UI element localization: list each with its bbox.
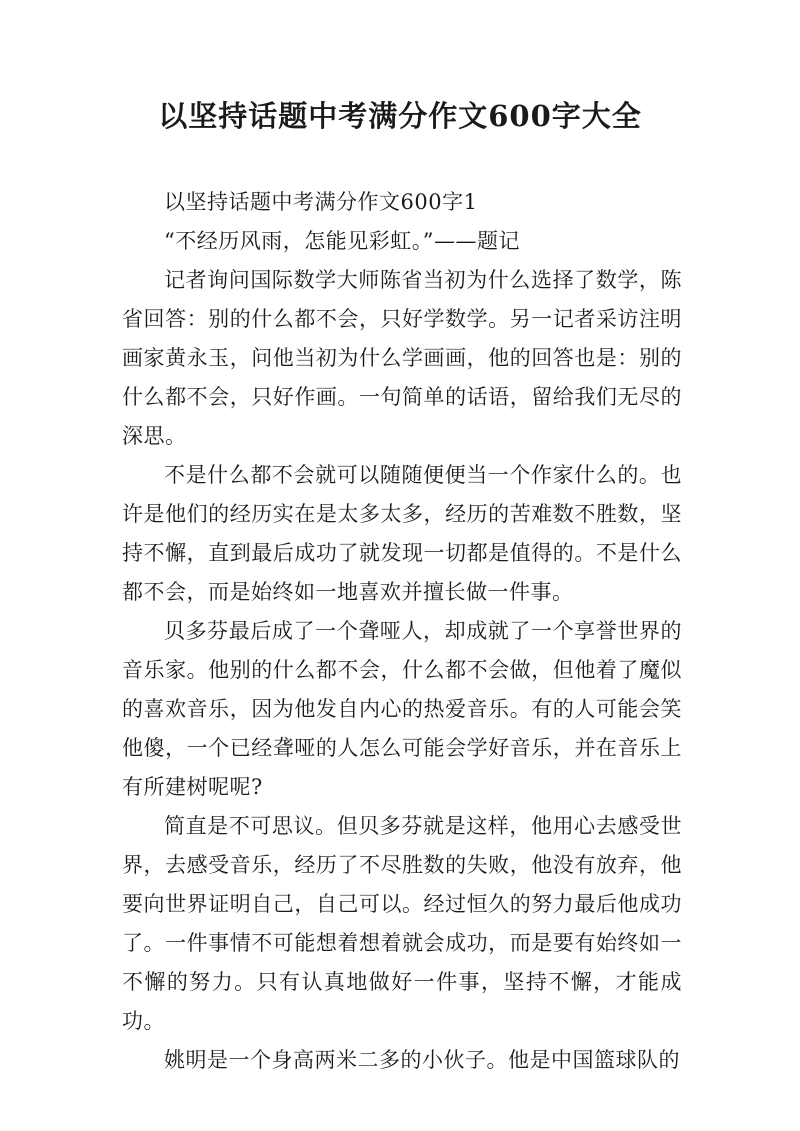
essay-heading: 以坚持话题中考满分作文600字1 — [164, 190, 478, 214]
paragraph: 姚明是一个身高两米二多的小伙子。他是中国篮球队的 — [164, 1048, 680, 1072]
paragraph: 贝多芬最后成了一个聋哑人，却成就了一个享誉世界的音乐家。他别的什么都不会，什么都不会做，但他着了魔似的喜欢音乐，因为他发自内心的热爱音乐。有的人可能会笑他傻，一个已经聋哑的人怎么可能会学好音乐，并在音乐上有所建树呢呢? — [122, 619, 682, 799]
paragraph: 简直是不可思议。但贝多芬就是这样，他用心去感受世界，去感受音乐，经历了不尽胜数的失败，他没有放弃，他要向世界证明自己，自己可以。经过恒久的努力最后他成功了。一件事情不可能想着想着就会成功，而是要有始终如一不懈的努力。只有认真地做好一件事，坚持不懈，才能成功。 — [122, 814, 682, 1033]
paragraph: 记者询问国际数学大师陈省当初为什么选择了数学，陈省回答：别的什么都不会，只好学数学。另一记者采访注明画家黄永玉，问他当初为什么学画画，他的回答也是：别的什么都不会，只好作画。一句简单的话语，留给我们无尽的深思。 — [122, 268, 682, 448]
document-title: 以坚持话题中考满分作文600字大全 — [158, 99, 642, 133]
epigraph: “不经历风雨，怎能见彩虹。”——题记 — [164, 229, 520, 253]
document-body — [122, 183, 682, 1080]
paragraph: 不是什么都不会就可以随随便便当一个作家什么的。也许是他们的经历实在是太多太多，经历的苦难数不胜数，坚持不懈，直到最后成功了就发现一切都是值得的。不是什么都不会，而是始终如一地喜欢并擅长做一件事。 — [122, 463, 682, 604]
